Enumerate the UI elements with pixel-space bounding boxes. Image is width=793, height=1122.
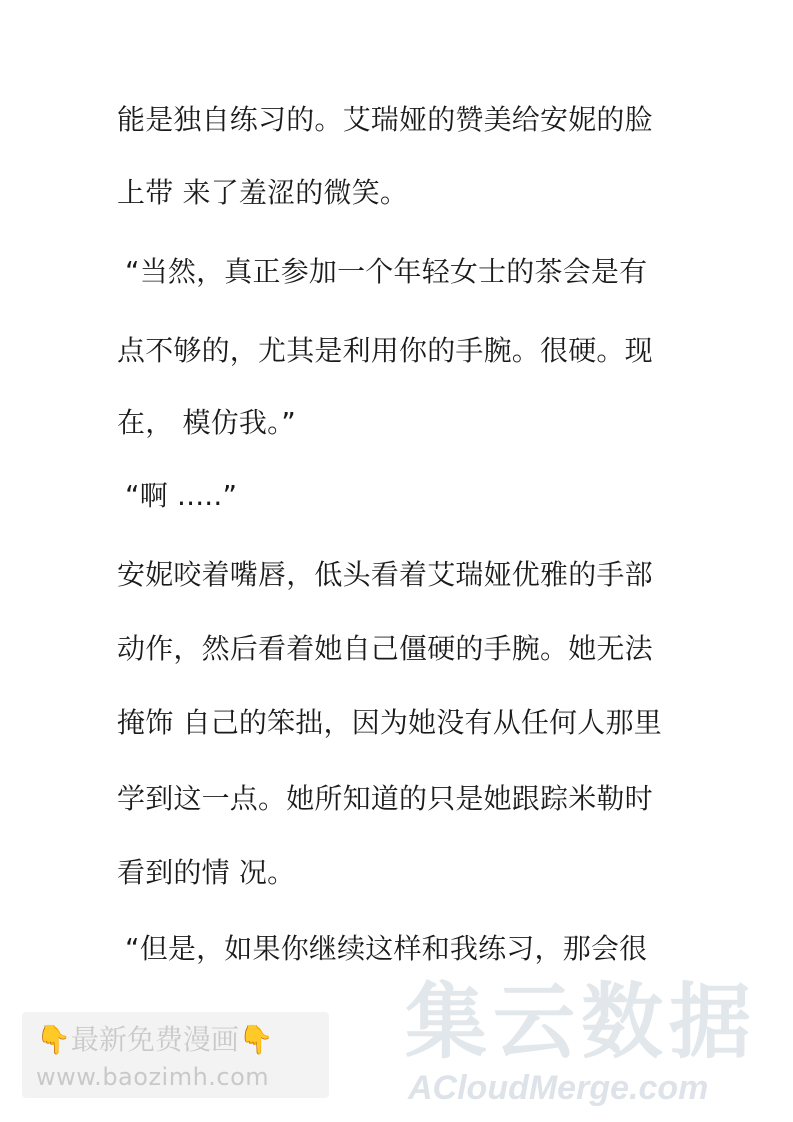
text-line-3: “当然，真正参加一个年轻女士的茶会是有 [125, 255, 648, 288]
pointing-down-icon: 👇 [238, 1023, 274, 1056]
watermark-cloud-url: ACloudMerge.com [408, 1069, 709, 1107]
text-line-12: “但是，如果你继续这样和我练习，那会很 [125, 932, 648, 965]
watermark-baozimh [22, 1012, 329, 1098]
text-line-2: 上带 来了羞涩的微笑。 [117, 176, 409, 209]
text-line-8: 动作，然后看着她自己僵硬的手腕。她无法 [117, 632, 653, 665]
text-line-7: 安妮咬着嘴唇，低头看着艾瑞娅优雅的手部 [117, 558, 653, 591]
text-line-9: 掩饰 自己的笨拙，因为她没有从任何人那里 [117, 706, 662, 739]
watermark-url: www.baozimh.com [36, 1063, 270, 1091]
text-line-4: 点不够的，尤其是利用你的手腕。很硬。现 [117, 334, 653, 367]
text-line-6: “啊 .....” [125, 479, 238, 512]
pointing-down-icon: 👇 [36, 1023, 71, 1056]
text-line-11: 看到的情 况。 [117, 856, 296, 889]
watermark-text-1: 最新免费漫画 [70, 1023, 239, 1056]
watermark-cloud-logo: 集云数据 [405, 975, 758, 1070]
text-line-10: 学到这一点。她所知道的只是她跟踪米勒时 [117, 782, 653, 815]
text-line-1: 能是独自练习的。艾瑞娅的赞美给安妮的脸 [117, 103, 653, 136]
text-line-5: 在， 模仿我。” [117, 406, 297, 439]
